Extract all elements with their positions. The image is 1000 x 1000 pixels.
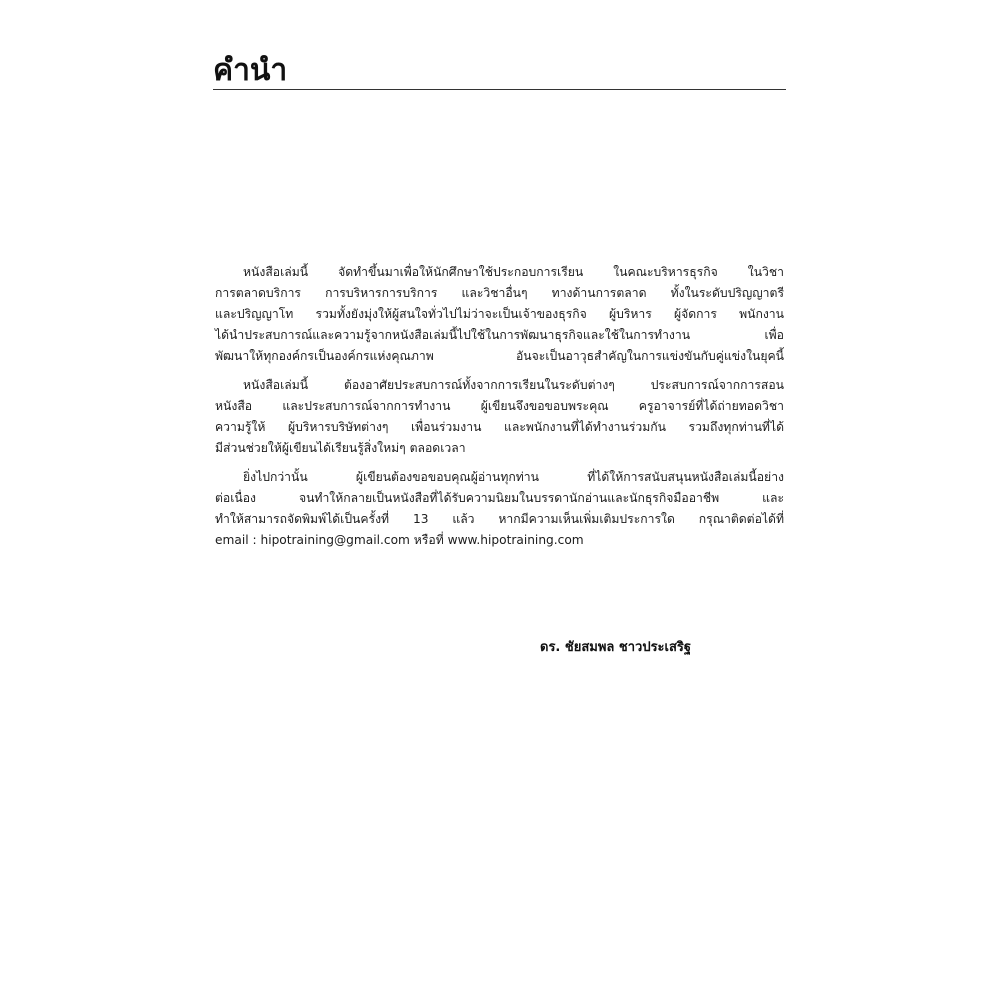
paragraph-3: [215, 467, 784, 551]
paragraph-2: [215, 375, 784, 459]
text-line: ต่อเนื่อง จนทำให้กลายเป็นหนังสือที่ได้รับความนิยมในบรรดานักอ่านและนักธุรกิจมืออาชีพ และ: [215, 491, 784, 505]
text-line: หนังสือเล่มนี้ ต้องอาศัยประสบการณ์ทั้งจากการเรียนในระดับต่างๆ ประสบการณ์จากการสอน: [243, 378, 784, 392]
contact-line: email : hipotraining@gmail.com หรือที่ www.hipotraining.com: [215, 533, 584, 547]
text-line: และปริญญาโท รวมทั้งยังมุ่งให้ผู้สนใจทั่วไปไม่ว่าจะเป็นเจ้าของธุรกิจ ผู้บริหาร ผู้จัดการ พนักงาน: [215, 307, 784, 321]
text-line: ได้นำประสบการณ์และความรู้จากหนังสือเล่มนี้ไปใช้ในการพัฒนาธุรกิจและใช้ในการทำงาน เพื่อ: [215, 328, 784, 342]
page-title: คำนำ: [213, 53, 288, 88]
preface-body: [215, 262, 784, 559]
text-line: หนังสือเล่มนี้ จัดทำขึ้นมาเพื่อให้นักศึกษาใช้ประกอบการเรียน ในคณะบริหารธุรกิจ ในวิชา: [243, 265, 784, 279]
text-line: ทำให้สามารถจัดพิมพ์ได้เป็นครั้งที่ 13 แล้ว หากมีความเห็นเพิ่มเติมประการใด กรุณาติดต่อได้ที่: [215, 512, 784, 526]
text-line: มีส่วนช่วยให้ผู้เขียนได้เรียนรู้สิ่งใหม่ๆ ตลอดเวลา: [215, 441, 466, 455]
title-underline: [213, 89, 786, 90]
paragraph-1: [215, 262, 784, 367]
text-line: การตลาดบริการ การบริหารการบริการ และวิชาอื่นๆ ทางด้านการตลาด ทั้งในระดับปริญญาตรี: [215, 286, 784, 300]
text-line: พัฒนาให้ทุกองค์กรเป็นองค์กรแห่งคุณภาพ อันจะเป็นอาวุธสำคัญในการแข่งขันกับคู่แข่งในยุคนี้: [215, 349, 784, 363]
text-line: หนังสือ และประสบการณ์จากการทำงาน ผู้เขียนจึงขอขอบพระคุณ ครูอาจารย์ที่ได้ถ่ายทอดวิชา: [215, 399, 784, 413]
text-line: ยิ่งไปกว่านั้น ผู้เขียนต้องขอขอบคุณผู้อ่านทุกท่าน ที่ได้ให้การสนับสนุนหนังสือเล่มนี้อย่าง: [243, 470, 784, 484]
author-signature: ดร. ชัยสมพล ชาวประเสริฐ: [540, 640, 692, 655]
text-line: ความรู้ให้ ผู้บริหารบริษัทต่างๆ เพื่อนร่วมงาน และพนักงานที่ได้ทำงานร่วมกัน รวมถึงทุกท่านที่ได้: [215, 420, 784, 434]
heading-block: [213, 52, 786, 90]
